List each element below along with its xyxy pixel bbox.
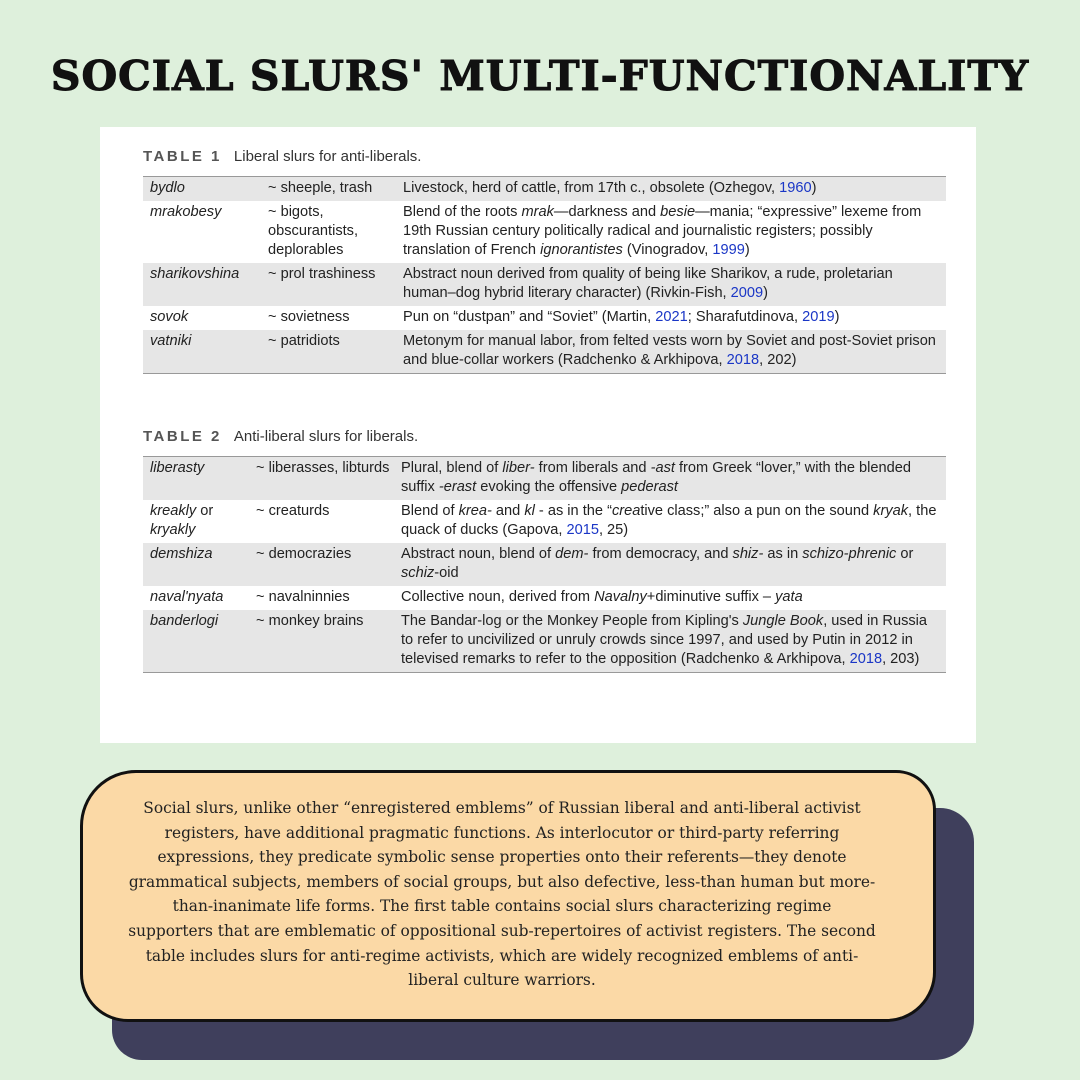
slur-description: Metonym for manual labor, from felted vests worn by Soviet and post-Soviet prison and blue-collar workers (Radchenko & Arkhipova, 2018, 202) bbox=[396, 330, 946, 374]
table-row bbox=[143, 500, 946, 543]
slur-gloss: ~ bigots, obscurantists, deplorables bbox=[268, 204, 359, 258]
table-row bbox=[143, 586, 946, 610]
table2-caption bbox=[143, 428, 418, 445]
slur-description: Abstract noun derived from quality of being like Sharikov, a rude, proletarian human–dog hybrid literary character) (Rivkin-Fish, 2009) bbox=[396, 263, 946, 306]
citation-year-link[interactable]: 1960 bbox=[779, 180, 812, 196]
table1-label: TABLE 1 bbox=[143, 148, 222, 165]
table2-label: TABLE 2 bbox=[143, 428, 222, 445]
slur-gloss: ~ sovietness bbox=[268, 309, 350, 325]
slur-term: liberasty bbox=[143, 457, 249, 501]
table-row bbox=[143, 330, 946, 374]
citation-year-link[interactable]: 2009 bbox=[730, 285, 764, 301]
slur-gloss: ~ creaturds bbox=[256, 503, 330, 519]
slur-description: Pun on “dustpan” and “Soviet” (Martin, 2021; Sharafutdinova, 2019) bbox=[403, 309, 840, 325]
slur-term: demshiza bbox=[143, 543, 249, 586]
slur-term: mrakobesy bbox=[150, 204, 222, 220]
table1-caption bbox=[143, 148, 421, 165]
table-row bbox=[143, 610, 946, 673]
note-text: Social slurs, unlike other “enregistered emblems” of Russian liberal and anti-liberal activist registers, have additional pragmatic functions. As interlocutor or third-party referring expressions, they predicate symbolic sense properties onto their referents—they denote grammatical subjects, members of social groups, but also defective, less-than human but more-than-inanimate life forms. The first table contains social slurs characterizing regime supporters that are emblematic of oppositional sub-repertoires of activist registers. The second table includes slurs for anti-regime activists, which are widely recognized emblems of anti-liberal culture warriors. bbox=[128, 799, 876, 990]
slur-description: Collective noun, derived from Navalny+diminutive suffix – yata bbox=[401, 589, 803, 605]
table-row bbox=[143, 263, 946, 306]
slur-description: Blend of the roots mrak—darkness and besie—mania; “expressive” lexeme from 19th Russian century politically radical and journalistic registers; possibly translation of French ignorantistes (Vinogradov, 1999) bbox=[403, 204, 922, 258]
slur-term: banderlogi bbox=[143, 610, 249, 673]
slur-gloss: ~ democrazies bbox=[249, 543, 394, 586]
citation-year-link[interactable]: 2018 bbox=[849, 651, 883, 667]
slur-description: Blend of krea- and kl - as in the “creative class;” also a pun on the sound kryak, the quack of ducks (Gapova, 2015, 25) bbox=[401, 503, 937, 538]
slur-gloss: ~ patridiots bbox=[261, 330, 396, 374]
slur-description: Abstract noun, blend of dem- from democracy, and shiz- as in schizo-phrenic or schiz-oid bbox=[394, 543, 946, 586]
page-title: SOCIAL SLURS' MULTI-FUNCTIONALITY bbox=[50, 52, 1030, 100]
table-row bbox=[143, 201, 946, 263]
citation-year-link[interactable]: 1999 bbox=[712, 242, 745, 258]
slur-gloss: ~ sheeple, trash bbox=[261, 177, 396, 202]
citation-year-link[interactable]: 2021 bbox=[655, 309, 688, 325]
slur-gloss: ~ liberasses, libturds bbox=[249, 457, 394, 501]
tables-panel bbox=[100, 127, 976, 743]
table1-caption-text: Liberal slurs for anti-liberals. bbox=[233, 148, 422, 165]
slur-term: kreakly or kryakly bbox=[150, 503, 214, 538]
slur-term: sharikovshina bbox=[143, 263, 261, 306]
slur-term: sovok bbox=[150, 309, 189, 325]
citation-year-link[interactable]: 2015 bbox=[566, 522, 599, 538]
table1 bbox=[143, 176, 946, 374]
table-row bbox=[143, 177, 946, 202]
slur-term: naval'nyata bbox=[150, 589, 224, 605]
table-row bbox=[143, 457, 946, 501]
slur-gloss: ~ navalninnies bbox=[256, 589, 350, 605]
citation-year-link[interactable]: 2018 bbox=[726, 352, 760, 368]
table-row bbox=[143, 543, 946, 586]
slur-description: Plural, blend of liber- from liberals and -ast from Greek “lover,” with the blended suffix -erast evoking the offensive pederast bbox=[394, 457, 946, 501]
slur-gloss: ~ prol trashiness bbox=[261, 263, 396, 306]
table2-caption-text: Anti-liberal slurs for liberals. bbox=[233, 428, 419, 445]
slur-gloss: ~ monkey brains bbox=[249, 610, 394, 673]
slur-term: bydlo bbox=[143, 177, 261, 202]
slur-description: The Bandar-log or the Monkey People from Kipling's Jungle Book, used in Russia to refer to uncivilized or unruly crowds since 1997, and used by Putin in 2012 in televised remarks to refer to the opposition (Radchenko & Arkhipova, 2018, 203) bbox=[394, 610, 946, 673]
slur-term: vatniki bbox=[143, 330, 261, 374]
citation-year-link[interactable]: 2019 bbox=[802, 309, 835, 325]
slur-description: Livestock, herd of cattle, from 17th c., obsolete (Ozhegov, 1960) bbox=[396, 177, 946, 202]
table2 bbox=[143, 456, 946, 673]
table-row bbox=[143, 306, 946, 330]
